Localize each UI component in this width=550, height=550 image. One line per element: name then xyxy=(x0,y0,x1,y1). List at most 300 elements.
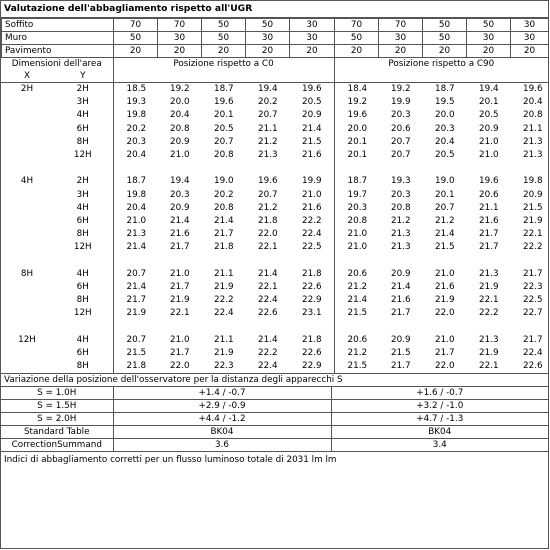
ugr-c90-value: 20.9 xyxy=(391,334,411,345)
ugr-c0-value: 22.4 xyxy=(214,308,234,319)
ugr-c0-value: 19.0 xyxy=(214,176,234,187)
ugr-c90-value: 22.1 xyxy=(523,229,543,240)
ugr-c90-value: 20.5 xyxy=(435,150,455,161)
ugr-c0-value: 21.8 xyxy=(289,268,334,281)
ugr-c0-value: 19.6 xyxy=(289,83,334,97)
ugr-c0-value: 22.1 xyxy=(258,242,278,253)
ugr-c90-value: 21.3 xyxy=(391,242,411,253)
ugr-c0-value: 20.7 xyxy=(126,334,147,345)
ugr-c0-value: 21.0 xyxy=(170,268,190,279)
ugr-c90-value: 19.6 xyxy=(347,110,368,121)
ugr-c90-value: 21.2 xyxy=(347,348,368,359)
ugr-c90-value: 19.0 xyxy=(435,176,455,187)
standard-table-row xyxy=(1,426,548,439)
variation-c0: +4.4 / -1.2 xyxy=(113,413,331,426)
ugr-c0-value: 22.9 xyxy=(289,294,334,307)
ugr-c0-value: 22.2 xyxy=(214,295,234,306)
room-x-cell: 8H xyxy=(20,268,34,279)
ugr-c0-value: 21.4 xyxy=(126,282,147,293)
reflectance-value: 20 xyxy=(423,45,467,58)
ugr-c90-value: 18.7 xyxy=(347,176,368,187)
ugr-row xyxy=(1,83,548,97)
ugr-c0-value: 20.7 xyxy=(258,189,278,200)
room-dimension-header: Dimensioni dell'area xyxy=(1,58,113,70)
ugr-c90-value: 18.4 xyxy=(347,84,368,94)
ugr-c0-value: 22.9 xyxy=(289,360,334,373)
reflectance-value: 50 xyxy=(467,19,511,32)
ugr-c90-value: 21.3 xyxy=(479,334,499,345)
room-y-cell: 12H xyxy=(53,149,113,162)
ugr-c90-value: 22.7 xyxy=(523,308,543,319)
ugr-c0-value: 19.4 xyxy=(258,84,278,94)
ugr-c0-value: 21.8 xyxy=(289,334,334,347)
ugr-c90-value: 21.7 xyxy=(391,308,411,319)
ugr-c0-value: 21.5 xyxy=(126,348,147,359)
ugr-c90-value: 20.1 xyxy=(347,136,368,147)
ugr-c90-value: 19.6 xyxy=(523,84,543,94)
reflectance-row xyxy=(2,32,549,45)
ugr-c0-value: 21.4 xyxy=(170,216,190,227)
ugr-c90-value: 21.3 xyxy=(523,150,543,161)
reflectance-value: 30 xyxy=(158,32,202,45)
ugr-c0-value: 20.2 xyxy=(258,97,278,108)
ugr-c0-value: 19.9 xyxy=(289,175,334,188)
room-y-cell: 8H xyxy=(53,136,113,149)
variation-label: S = 1.5H xyxy=(1,400,113,413)
room-x-cell xyxy=(1,307,53,320)
ugr-c0-value: 21.6 xyxy=(170,229,190,240)
ugr-row xyxy=(1,360,548,373)
room-y-cell: 8H xyxy=(53,228,113,241)
ugr-c0-value: 21.7 xyxy=(214,229,234,240)
reflectance-value: 30 xyxy=(379,32,423,45)
ugr-c90-value: 19.9 xyxy=(391,97,411,108)
ugr-row xyxy=(1,281,548,294)
room-y-cell: 4H xyxy=(53,109,113,122)
ugr-row xyxy=(1,347,548,360)
ugr-c90-value: 20.8 xyxy=(391,202,411,213)
ugr-c0-value: 21.0 xyxy=(289,189,334,202)
ugr-c0-value: 22.2 xyxy=(258,348,278,359)
ugr-c90-value: 21.9 xyxy=(479,282,499,293)
ugr-c0-value: 20.1 xyxy=(214,110,234,121)
ugr-c0-value: 22.4 xyxy=(289,228,334,241)
ugr-c90-value: 21.7 xyxy=(391,361,411,372)
variation-table xyxy=(1,373,548,452)
room-y-cell: 8H xyxy=(53,294,113,307)
ugr-value-table xyxy=(1,58,548,373)
room-x-cell xyxy=(1,149,53,162)
room-x-cell xyxy=(1,109,53,122)
ugr-row xyxy=(1,175,548,188)
ugr-c90-value: 22.1 xyxy=(479,295,499,306)
ugr-c90-value: 20.4 xyxy=(435,136,455,147)
ugr-c0-value: 19.8 xyxy=(126,189,147,200)
ugr-c90-value: 20.0 xyxy=(347,123,368,134)
ugr-c90-value: 21.4 xyxy=(391,282,411,293)
ugr-c90-value: 21.7 xyxy=(435,348,455,359)
room-x-cell xyxy=(1,294,53,307)
room-y-cell: 2H xyxy=(53,83,113,97)
variation-label: S = 2.0H xyxy=(1,413,113,426)
correction-row-c0: 3.6 xyxy=(113,439,331,452)
ugr-c90-value: 21.9 xyxy=(435,295,455,306)
reflectance-value: 50 xyxy=(423,32,467,45)
ugr-c0-value: 20.2 xyxy=(126,123,147,134)
ugr-c0-value: 21.2 xyxy=(258,202,278,213)
ugr-c90-value: 20.6 xyxy=(347,268,368,279)
ugr-c0-value: 21.0 xyxy=(170,334,190,345)
ugr-c90-value: 20.8 xyxy=(523,110,543,121)
ugr-c90-value: 21.0 xyxy=(347,242,368,253)
reflectance-value: 20 xyxy=(379,45,423,58)
footer-note: Indici di abbagliamento corretti per un flusso luminoso totale di 2031 lm lm xyxy=(4,455,337,466)
ugr-c0-value: 21.0 xyxy=(170,150,190,161)
reflectance-value: 20 xyxy=(511,45,549,58)
ugr-c90-value: 19.8 xyxy=(523,176,543,187)
ugr-row xyxy=(1,123,548,136)
ugr-c90-value: 20.7 xyxy=(435,202,455,213)
ugr-c0-value: 20.5 xyxy=(214,123,234,134)
ugr-row xyxy=(1,149,548,162)
room-x-cell: 12H xyxy=(18,334,36,345)
reflectance-value: 50 xyxy=(202,32,246,45)
ugr-c0-value: 19.6 xyxy=(214,97,234,108)
ugr-c0-value: 21.9 xyxy=(214,348,234,359)
reflectance-value: 70 xyxy=(379,19,423,32)
ugr-c0-value: 22.2 xyxy=(289,215,334,228)
ugr-c0-value: 21.7 xyxy=(170,348,190,359)
reflectance-value: 20 xyxy=(114,45,158,58)
variation-c0: +1.4 / -0.7 xyxy=(113,387,331,400)
reflectance-value: 20 xyxy=(202,45,246,58)
ugr-row xyxy=(1,215,548,228)
ugr-c90-value: 21.0 xyxy=(435,334,455,345)
ugr-c90-value: 19.2 xyxy=(347,97,368,108)
standard-table-row-c90: BK04 xyxy=(428,427,452,438)
ugr-c0-value: 21.4 xyxy=(214,216,234,227)
ugr-c90-value: 21.0 xyxy=(479,150,499,161)
ugr-c0-value: 20.7 xyxy=(258,110,278,121)
ugr-c0-value: 21.7 xyxy=(126,295,147,306)
ugr-c90-value: 21.5 xyxy=(347,308,368,319)
room-x-cell: 2H xyxy=(20,84,34,94)
ugr-c0-value: 21.9 xyxy=(126,308,147,319)
ugr-c0-value: 21.1 xyxy=(214,268,234,279)
room-y-cell: 12H xyxy=(53,307,113,320)
ugr-c0-value: 21.6 xyxy=(289,149,334,162)
ugr-c90-value: 21.7 xyxy=(523,268,543,279)
room-x-cell xyxy=(1,96,53,109)
reflectance-value: 20 xyxy=(467,45,511,58)
room-x-cell xyxy=(1,215,53,228)
ugr-c0-value: 20.9 xyxy=(170,136,190,147)
group-spacer xyxy=(1,321,548,334)
ugr-row xyxy=(1,136,548,149)
ugr-c0-value: 18.5 xyxy=(126,84,147,94)
reflectance-value: 50 xyxy=(246,19,290,32)
ugr-c0-value: 20.2 xyxy=(214,189,234,200)
room-x-cell xyxy=(1,241,53,254)
ugr-c0-value: 21.8 xyxy=(214,242,234,253)
ugr-c90-value: 21.2 xyxy=(435,216,455,227)
reflectance-value: 30 xyxy=(290,32,335,45)
ugr-c90-value: 19.4 xyxy=(479,84,499,94)
ugr-c90-value: 20.5 xyxy=(479,110,499,121)
room-x-cell xyxy=(1,189,53,202)
reflectance-label: Soffito xyxy=(2,19,114,32)
reflectance-label: Muro xyxy=(2,32,114,45)
ugr-row xyxy=(1,96,548,109)
ugr-c90-value: 19.3 xyxy=(391,176,411,187)
ugr-c90-value: 21.6 xyxy=(435,282,455,293)
room-x-cell xyxy=(1,202,53,215)
table-title: Valutazione dell'abbagliamento rispetto all'UGR xyxy=(1,1,548,18)
standard-table-row-c0: BK04 xyxy=(113,426,331,439)
ugr-c0-value: 22.1 xyxy=(258,282,278,293)
room-y-cell: 6H xyxy=(53,347,113,360)
ugr-c0-value: 21.9 xyxy=(214,282,234,293)
ugr-c0-value: 20.4 xyxy=(126,202,147,213)
room-y-cell: 3H xyxy=(53,96,113,109)
ugr-c90-value: 19.5 xyxy=(435,97,455,108)
ugr-c0-value: 21.7 xyxy=(170,282,190,293)
ugr-c90-value: 22.2 xyxy=(479,308,499,319)
ugr-c0-value: 21.2 xyxy=(258,136,278,147)
ugr-c90-value: 20.9 xyxy=(391,268,411,279)
x-label: X xyxy=(23,71,31,81)
ugr-c90-value: 22.1 xyxy=(479,361,499,372)
ugr-c90-value: 20.6 xyxy=(479,189,499,200)
ugr-c0-value: 21.5 xyxy=(289,136,334,149)
ugr-row xyxy=(1,294,548,307)
ugr-c90-value: 21.6 xyxy=(391,295,411,306)
room-x-cell xyxy=(1,123,53,136)
ugr-c0-value: 21.3 xyxy=(126,229,147,240)
ugr-c0-value: 21.9 xyxy=(170,295,190,306)
ugr-c0-value: 22.1 xyxy=(170,308,190,319)
reflectance-value: 50 xyxy=(114,32,158,45)
variation-row xyxy=(1,413,548,426)
reflectance-value: 50 xyxy=(335,32,379,45)
reflectance-row xyxy=(2,19,549,32)
ugr-c0-value: 22.0 xyxy=(258,229,278,240)
room-x-cell xyxy=(1,347,53,360)
ugr-c90-value: 21.9 xyxy=(479,348,499,359)
ugr-c90-value: 21.6 xyxy=(479,216,499,227)
ugr-c90-value: 20.6 xyxy=(391,123,411,134)
ugr-c90-value: 21.3 xyxy=(523,136,543,147)
ugr-c90-value: 22.0 xyxy=(435,308,455,319)
variation-c90: +4.7 / -1.3 xyxy=(416,414,464,425)
ugr-row xyxy=(1,109,548,122)
ugr-c0-value: 21.1 xyxy=(258,123,278,134)
ugr-c90-value: 20.9 xyxy=(479,123,499,134)
room-y-cell: 4H xyxy=(53,334,113,347)
room-y-cell: 2H xyxy=(53,175,113,188)
ugr-c90-value: 20.0 xyxy=(435,110,455,121)
ugr-c90-value: 21.7 xyxy=(479,242,499,253)
room-y-cell: 12H xyxy=(53,241,113,254)
room-y-cell: 6H xyxy=(53,281,113,294)
reflectance-value: 30 xyxy=(511,32,549,45)
ugr-c0-value: 18.7 xyxy=(214,84,234,94)
variation-header: Variazione della posizione dell'osservatore per la distanza degli apparecchi S xyxy=(4,375,343,386)
ugr-c0-value: 20.8 xyxy=(214,202,234,213)
ugr-row xyxy=(1,228,548,241)
variation-c90: +3.2 / -1.0 xyxy=(416,401,464,412)
ugr-c90-value: 21.4 xyxy=(347,295,368,306)
ugr-c90-value: 20.8 xyxy=(347,216,368,227)
ugr-c90-value: 22.2 xyxy=(523,242,543,253)
reflectance-value: 20 xyxy=(290,45,335,58)
reflectance-value: 50 xyxy=(423,19,467,32)
room-x-cell xyxy=(1,281,53,294)
ugr-c90-value: 20.3 xyxy=(391,189,411,200)
ugr-c90-value: 21.5 xyxy=(435,242,455,253)
group-spacer xyxy=(1,162,548,175)
reflectance-value: 70 xyxy=(114,19,158,32)
ugr-row xyxy=(1,307,548,320)
ugr-c90-value: 21.0 xyxy=(435,268,455,279)
ugr-row xyxy=(1,268,548,281)
ugr-row xyxy=(1,241,548,254)
room-x-cell xyxy=(1,228,53,241)
ugr-c0-value: 20.8 xyxy=(214,150,234,161)
ugr-c90-value: 20.4 xyxy=(523,97,543,108)
ugr-c0-value: 21.8 xyxy=(126,361,147,372)
ugr-c0-value: 22.4 xyxy=(258,361,278,372)
ugr-c0-value: 22.4 xyxy=(258,295,278,306)
reflectance-label: Pavimento xyxy=(2,45,114,58)
ugr-c90-value: 21.1 xyxy=(479,202,499,213)
ugr-c0-value: 20.9 xyxy=(289,109,334,122)
group-spacer xyxy=(1,255,548,268)
ugr-c0-value: 21.1 xyxy=(214,334,234,345)
ugr-c0-value: 21.3 xyxy=(258,150,278,161)
ugr-c90-value: 21.1 xyxy=(523,123,543,134)
ugr-c0-value: 20.5 xyxy=(289,96,334,109)
c0-position-header: Posizione rispetto a C0 xyxy=(113,58,334,70)
ugr-c90-value: 21.5 xyxy=(347,361,368,372)
ugr-c0-value: 21.4 xyxy=(289,123,334,136)
ugr-c90-value: 19.7 xyxy=(347,189,368,200)
reflectance-table xyxy=(1,18,549,58)
variation-c0: +2.9 / -0.9 xyxy=(113,400,331,413)
ugr-c0-value: 20.3 xyxy=(126,136,147,147)
ugr-c0-value: 20.4 xyxy=(126,150,147,161)
ugr-row xyxy=(1,189,548,202)
variation-c90: +1.6 / -0.7 xyxy=(416,388,464,399)
ugr-c90-value: 22.5 xyxy=(523,295,543,306)
ugr-c90-value: 21.2 xyxy=(391,216,411,227)
ugr-c90-value: 21.4 xyxy=(435,229,455,240)
ugr-c90-value: 20.1 xyxy=(347,150,368,161)
ugr-c90-value: 21.7 xyxy=(523,334,543,345)
ugr-c0-value: 22.6 xyxy=(289,347,334,360)
ugr-row xyxy=(1,334,548,347)
room-y-cell: 6H xyxy=(53,123,113,136)
correction-row-label: CorrectionSummand xyxy=(1,439,113,452)
c90-position-header: Posizione rispetto a C90 xyxy=(388,59,495,69)
reflectance-value: 30 xyxy=(467,32,511,45)
ugr-c90-value: 22.3 xyxy=(523,282,543,293)
ugr-c0-value: 22.3 xyxy=(214,361,234,372)
ugr-c90-value: 20.3 xyxy=(391,110,411,121)
reflectance-value: 30 xyxy=(290,19,335,32)
ugr-c90-value: 18.7 xyxy=(435,84,455,94)
reflectance-value: 20 xyxy=(335,45,379,58)
room-x-cell xyxy=(1,360,53,373)
ugr-c0-value: 22.6 xyxy=(289,281,334,294)
ugr-c0-value: 20.8 xyxy=(170,123,190,134)
ugr-c0-value: 21.8 xyxy=(258,216,278,227)
variation-row xyxy=(1,387,548,400)
reflectance-value: 50 xyxy=(202,19,246,32)
ugr-c0-value: 21.4 xyxy=(258,268,278,279)
room-y-cell: 3H xyxy=(53,189,113,202)
ugr-c0-value: 22.6 xyxy=(258,308,278,319)
reflectance-value: 20 xyxy=(158,45,202,58)
ugr-c0-value: 19.2 xyxy=(170,84,190,94)
ugr-c90-value: 21.2 xyxy=(347,282,368,293)
ugr-c90-value: 21.3 xyxy=(479,268,499,279)
ugr-c90-value: 20.6 xyxy=(347,334,368,345)
ugr-c0-value: 21.0 xyxy=(126,216,147,227)
correction-row xyxy=(1,439,548,452)
ugr-c0-value: 20.7 xyxy=(214,136,234,147)
ugr-c90-value: 20.1 xyxy=(479,97,499,108)
ugr-c90-value: 21.0 xyxy=(479,136,499,147)
ugr-c0-value: 19.8 xyxy=(126,110,147,121)
reflectance-value: 70 xyxy=(335,19,379,32)
ugr-c90-value: 21.7 xyxy=(479,229,499,240)
ugr-c90-value: 20.7 xyxy=(391,136,411,147)
ugr-c90-value: 19.6 xyxy=(479,176,499,187)
ugr-c90-value: 21.9 xyxy=(523,216,543,227)
ugr-c0-value: 20.4 xyxy=(170,110,190,121)
ugr-c0-value: 18.7 xyxy=(126,176,147,187)
ugr-c0-value: 20.9 xyxy=(170,202,190,213)
ugr-c0-value: 20.0 xyxy=(170,97,190,108)
room-x-cell xyxy=(1,136,53,149)
ugr-c90-value: 21.0 xyxy=(347,229,368,240)
y-label: Y xyxy=(53,70,113,83)
ugr-c0-value: 21.6 xyxy=(289,202,334,215)
reflectance-value: 30 xyxy=(246,32,290,45)
variation-row xyxy=(1,400,548,413)
ugr-c0-value: 19.3 xyxy=(126,97,147,108)
ugr-c0-value: 22.0 xyxy=(170,361,190,372)
ugr-c90-value: 20.1 xyxy=(435,189,455,200)
ugr-c90-value: 21.3 xyxy=(391,229,411,240)
ugr-c90-value: 20.3 xyxy=(347,202,368,213)
ugr-c90-value: 20.9 xyxy=(523,189,543,200)
ugr-c0-value: 23.1 xyxy=(289,307,334,320)
variation-label: S = 1.0H xyxy=(1,387,113,400)
room-x-cell: 4H xyxy=(20,176,34,187)
reflectance-value: 20 xyxy=(246,45,290,58)
room-y-cell: 4H xyxy=(53,268,113,281)
ugr-c90-value: 19.2 xyxy=(391,84,411,94)
reflectance-value: 70 xyxy=(158,19,202,32)
ugr-c90-value: 21.5 xyxy=(523,202,543,213)
ugr-c90-value: 20.3 xyxy=(435,123,455,134)
ugr-c0-value: 22.5 xyxy=(289,241,334,254)
reflectance-value: 30 xyxy=(511,19,549,32)
ugr-c90-value: 20.7 xyxy=(391,150,411,161)
correction-row-c90: 3.4 xyxy=(432,440,447,451)
